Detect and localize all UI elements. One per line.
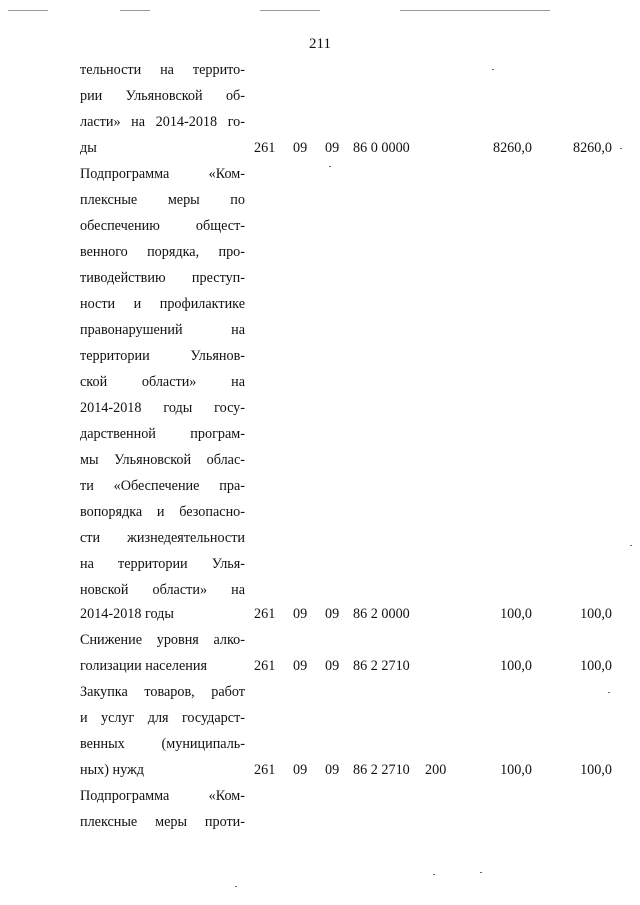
text-line: дарственной програм- bbox=[80, 426, 245, 442]
text-line: на территории Улья- bbox=[80, 556, 245, 572]
text-line: территории Ульянов- bbox=[80, 348, 245, 364]
target-article-cell: 86 2 2710 bbox=[353, 762, 410, 778]
scan-artifact bbox=[120, 10, 150, 11]
scan-speck bbox=[620, 148, 622, 149]
text-line: ти «Обеспечение пра- bbox=[80, 478, 245, 494]
scan-artifact bbox=[8, 10, 48, 11]
text-line: ды bbox=[80, 140, 97, 156]
scan-speck bbox=[492, 69, 494, 70]
text-line: 2014-2018 годы bbox=[80, 606, 174, 622]
section-code-cell: 09 bbox=[293, 658, 308, 674]
text-line: венных (муниципаль- bbox=[80, 736, 245, 752]
subsection-code-cell: 09 bbox=[325, 762, 340, 778]
scan-speck bbox=[630, 545, 632, 546]
text-line: сти жизнедеятельности bbox=[80, 530, 245, 546]
amount-2015-cell: 100,0 bbox=[500, 762, 532, 778]
text-line: Закупка товаров, работ bbox=[80, 684, 245, 700]
amount-2016-cell: 100,0 bbox=[580, 762, 612, 778]
text-line: Подпрограмма «Ком- bbox=[80, 166, 245, 182]
subsection-code-cell: 09 bbox=[325, 140, 340, 156]
ministry-code-cell: 261 bbox=[254, 606, 276, 622]
text-line: Снижение уровня алко- bbox=[80, 632, 245, 648]
target-article-cell: 86 2 2710 bbox=[353, 658, 410, 674]
scan-speck bbox=[480, 872, 482, 873]
scan-speck bbox=[329, 166, 331, 167]
ministry-code-cell: 261 bbox=[254, 140, 276, 156]
ministry-code-cell: 261 bbox=[254, 762, 276, 778]
text-line: мы Ульяновской облас- bbox=[80, 452, 245, 468]
scan-artifact bbox=[400, 10, 550, 11]
text-line: ных) нужд bbox=[80, 762, 145, 778]
page-number: 211 bbox=[309, 36, 331, 52]
text-line: рии Ульяновской об- bbox=[80, 88, 245, 104]
text-line: голизации населения bbox=[80, 658, 208, 674]
amount-2016-cell: 100,0 bbox=[580, 606, 612, 622]
amount-2015-cell: 100,0 bbox=[500, 658, 532, 674]
ministry-code-cell: 261 bbox=[254, 658, 276, 674]
text-line: Подпрограмма «Ком- bbox=[80, 788, 245, 804]
text-line: венного порядка, про- bbox=[80, 244, 245, 260]
text-line: ности и профилактике bbox=[80, 296, 245, 312]
scan-artifact bbox=[260, 10, 320, 11]
target-article-cell: 86 2 0000 bbox=[353, 606, 410, 622]
text-line: правонарушений на bbox=[80, 322, 245, 338]
text-line: новской области» на bbox=[80, 582, 245, 598]
scan-speck bbox=[235, 886, 237, 887]
amount-2016-cell: 8260,0 bbox=[572, 140, 612, 156]
section-code-cell: 09 bbox=[293, 606, 308, 622]
text-line: тельности на террито- bbox=[80, 62, 245, 78]
expense-type-cell: 200 bbox=[425, 762, 447, 778]
text-line: обеспечению общест- bbox=[80, 218, 245, 234]
amount-2015-cell: 100,0 bbox=[500, 606, 532, 622]
text-line: плексные меры по bbox=[80, 192, 245, 208]
scan-speck bbox=[433, 874, 435, 875]
amount-2016-cell: 100,0 bbox=[580, 658, 612, 674]
subsection-code-cell: 09 bbox=[325, 658, 340, 674]
amount-2015-cell: 8260,0 bbox=[492, 140, 532, 156]
subsection-code-cell: 09 bbox=[325, 606, 340, 622]
scan-speck bbox=[608, 692, 610, 693]
text-line: ласти» на 2014-2018 го- bbox=[80, 114, 245, 130]
text-line: плексные меры проти- bbox=[80, 814, 245, 830]
text-line: 2014-2018 годы госу- bbox=[80, 400, 245, 416]
text-line: ской области» на bbox=[80, 374, 245, 390]
text-line: и услуг для государст- bbox=[80, 710, 245, 726]
text-line: тиводействию преступ- bbox=[80, 270, 245, 286]
target-article-cell: 86 0 0000 bbox=[353, 140, 410, 156]
section-code-cell: 09 bbox=[293, 140, 308, 156]
text-line: вопорядка и безопасно- bbox=[80, 504, 245, 520]
section-code-cell: 09 bbox=[293, 762, 308, 778]
